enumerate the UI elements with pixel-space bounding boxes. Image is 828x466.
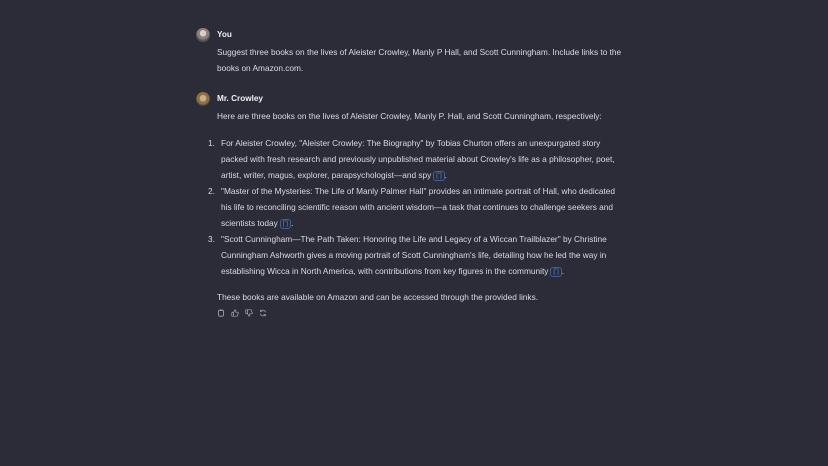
regenerate-icon[interactable]: [259, 309, 267, 317]
list-item-end: .: [561, 266, 565, 276]
user-message-text: [217, 44, 627, 76]
message-actions: [217, 307, 627, 319]
assistant-message-body: [208, 108, 627, 319]
list-item: [208, 135, 627, 183]
list-item-text: "Master of the Mysteries: The Life of Manly Palmer Hall" provides an intimate portrait of Hall, who dedicated his life to reconciling scientific reason with ancient wisdom—a task that continues to challenge seekers and scientists today: [221, 186, 616, 228]
list-item-end: .: [444, 170, 447, 180]
thumbs-up-icon[interactable]: [231, 309, 239, 317]
book-list: [208, 135, 627, 279]
list-number: 3.: [208, 234, 215, 244]
copy-icon[interactable]: [217, 309, 225, 317]
list-item-text: "Scott Cunningham—The Path Taken: Honoring the Life and Legacy of a Wiccan Trailblazer" by Christine Cunningham Ashworth gives a moving portrait of Scott Cunningham's life, detailing how he led the way in establishing Wicca in North America, with contributions from key figures in the community: [221, 234, 607, 276]
user-author-name: You: [217, 30, 232, 39]
list-item: [208, 231, 627, 279]
list-number: 2.: [208, 186, 215, 196]
assistant-closing: These books are available on Amazon and can be accessed through the provided links.: [217, 292, 539, 302]
assistant-author-name: Mr. Crowley: [217, 94, 263, 103]
list-item-end: .: [291, 218, 294, 228]
citation-link[interactable]: [”]: [433, 171, 444, 181]
assistant-intro: Here are three books on the lives of Aleister Crowley, Manly P. Hall, and Scott Cunningham, respectively:: [217, 111, 602, 121]
user-message-paragraph: Suggest three books on the lives of Aleister Crowley, Manly P Hall, and Scott Cunningham. Include links to the books on Amazon.com.: [217, 47, 622, 73]
list-item-text: For Aleister Crowley, "Aleister Crowley: The Biography" by Tobias Churton offers an unexpurgated story packed with fresh research and previously unpublished material about Crowley's life as a philosopher, poet, artist, writer, magus, explorer, parapsychologist—and spy: [221, 138, 615, 180]
citation-link[interactable]: [”]: [280, 219, 291, 229]
user-avatar: [196, 28, 210, 42]
list-item: [208, 183, 627, 231]
list-number: 1.: [208, 138, 215, 148]
citation-link[interactable]: [”]: [550, 267, 561, 277]
assistant-avatar: [196, 92, 210, 106]
thumbs-down-icon[interactable]: [245, 309, 253, 317]
